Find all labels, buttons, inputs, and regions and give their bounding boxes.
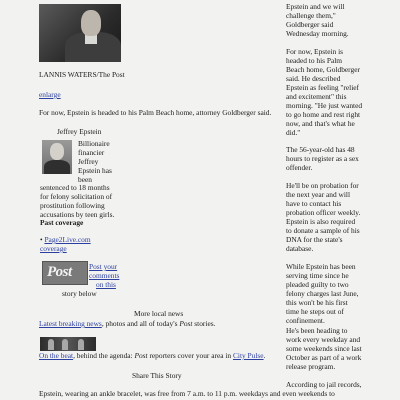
city-pulse-link[interactable]: City Pulse: [232, 351, 264, 360]
more-local-heading: More local news: [134, 309, 184, 318]
lead-paragraph: For now, Epstein is headed to his Palm Beach home, attorney Goldberger said.: [39, 108, 272, 117]
right-text: DNA for the state's: [286, 235, 343, 244]
right-text: According to jail records,: [286, 380, 362, 389]
bottom-paragraph: Epstein, wearing an ankle bracelet, was free from 7 a.m. to 11 p.m. weekdays and even weekends to: [39, 389, 335, 398]
profile-line: Jeffrey: [78, 157, 99, 166]
right-text: Epstein as feeling "relief: [286, 83, 359, 92]
profile-line: prostitution following: [40, 201, 105, 210]
right-text: Goldberger said: [286, 20, 334, 29]
share-story-heading[interactable]: Share This Story: [132, 371, 182, 380]
right-text: While Epstein has been: [286, 262, 356, 271]
right-text: pleaded guilty to two: [286, 280, 349, 289]
right-text: challenge them,": [286, 11, 336, 20]
right-text: The 56-year-old has 48: [286, 145, 355, 154]
coverage-link[interactable]: coverage: [40, 244, 67, 253]
right-text: Beach home, Goldberger: [286, 65, 360, 74]
post-logo[interactable]: Post: [42, 261, 88, 285]
right-text: He'll be on probation for: [286, 181, 359, 190]
profile-title: Jeffrey Epstein: [57, 127, 102, 136]
photo-caption: LANNIS WATERS/The Post: [39, 70, 125, 79]
right-text: release program.: [286, 362, 336, 371]
comment-link[interactable]: Post your: [89, 262, 118, 271]
right-text: to go home and rest right: [286, 110, 361, 119]
beat-banner-image[interactable]: [40, 337, 96, 351]
right-text: now, and that's what he: [286, 119, 355, 128]
profile-line: sentenced to 18 months: [40, 183, 110, 192]
right-text: confinement.: [286, 316, 325, 325]
right-text: time he steps out of: [286, 307, 344, 316]
beat-line: On the beat, behind the agenda: Post reporters cover your area in City Pulse.: [39, 351, 266, 360]
right-text: Epstein and we will: [286, 2, 345, 11]
right-text: headed to his Palm: [286, 56, 343, 65]
profile-line: accusations by teen girls.: [40, 210, 115, 219]
profile-line: been: [78, 175, 92, 184]
profile-line: financier: [78, 148, 105, 157]
past-coverage-heading: Past coverage: [40, 218, 84, 227]
right-text: offender.: [286, 163, 313, 172]
right-text: work every weekday and: [286, 335, 361, 344]
right-text: hours to register as a sex: [286, 154, 359, 163]
news-photo[interactable]: [39, 4, 121, 62]
right-text: Wednesday morning.: [286, 29, 349, 38]
right-text: did.": [286, 128, 301, 137]
right-text: this won't be his first: [286, 298, 348, 307]
right-text: the next year and will: [286, 190, 351, 199]
profile-line: Billionaire: [78, 139, 110, 148]
enlarge-link[interactable]: enlarge: [39, 90, 61, 99]
on-the-beat-link[interactable]: On the beat: [39, 351, 74, 360]
right-text: database.: [286, 244, 314, 253]
right-text: to donate a sample of his: [286, 226, 360, 235]
right-text: probation officer weekly.: [286, 208, 361, 217]
latest-breaking-link[interactable]: Latest breaking news: [39, 319, 102, 328]
right-text: have to contact his: [286, 199, 342, 208]
right-text: said. He described: [286, 74, 341, 83]
right-text: Epstein is also required: [286, 217, 356, 226]
comment-link[interactable]: on this: [96, 280, 116, 289]
right-text: serving time since he: [286, 271, 349, 280]
comment-link[interactable]: comments: [89, 271, 120, 280]
right-text: and excitement" this: [286, 92, 347, 101]
page2live-item[interactable]: • Page2Live.com: [40, 235, 91, 244]
right-text: morning. "He just wanted: [286, 101, 363, 110]
profile-line: for felony solicitation of: [40, 192, 113, 201]
right-text: some weekends since last: [286, 344, 362, 353]
right-text: October as part of a work: [286, 353, 362, 362]
profile-line: Epstein has: [78, 166, 112, 175]
right-text: He's been heading to: [286, 326, 348, 335]
latest-news-line: Latest breaking news, photos and all of today's Post stories.: [39, 319, 216, 328]
profile-photo: [42, 140, 72, 174]
story-below-text: story below: [62, 289, 97, 298]
right-text: felony charges last June,: [286, 289, 359, 298]
right-text: For now, Epstein is: [286, 47, 344, 56]
page2live-link[interactable]: Page2Live.com: [44, 235, 91, 244]
